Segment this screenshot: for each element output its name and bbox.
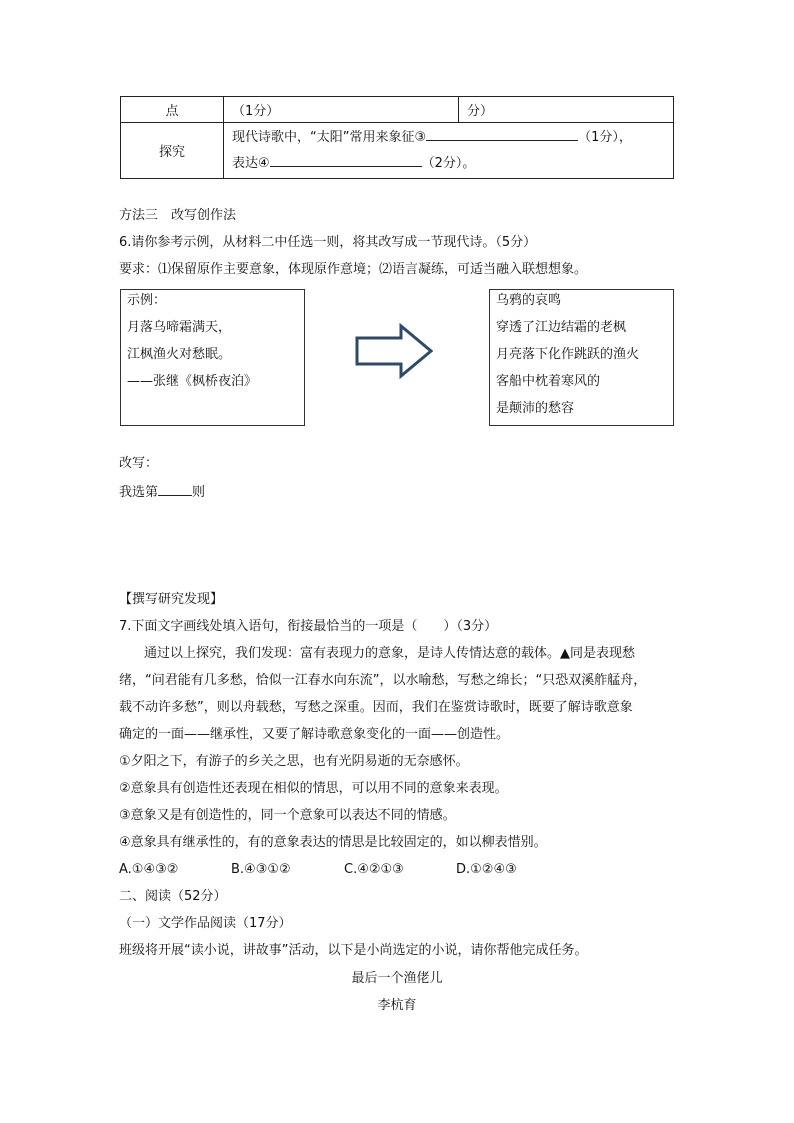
q7-paragraph-line: 通过以上探究，我们发现：富有表现力的意象，是诗人传情达意的载体。▲同是表现愁 xyxy=(144,646,635,661)
example-line: 江枫渔火对愁眠。 xyxy=(127,347,232,362)
story-title: 最后一个渔佬儿 xyxy=(351,971,443,986)
right-arrow-icon xyxy=(355,323,435,379)
choice-c[interactable]: C.④②①③ xyxy=(344,862,404,877)
table-cell-point-mid: （1分） xyxy=(224,97,459,123)
part2-heading: 二、阅读（52分） xyxy=(119,889,227,904)
table-cell-point-right: 分） xyxy=(459,97,674,123)
choice-number-blank[interactable] xyxy=(158,482,192,496)
table-cell-explore-content xyxy=(224,123,674,179)
poem-line: 客船中枕着寒风的 xyxy=(496,374,601,389)
poem-line: 月亮落下化作跳跃的渔火 xyxy=(496,347,640,362)
poem-line: 乌鸦的哀鸣 xyxy=(496,293,562,308)
method3-heading: 方法三 改写创作法 xyxy=(119,208,237,223)
choose-prefix: 我选第 xyxy=(119,485,159,500)
answer-blank-4[interactable] xyxy=(270,153,422,167)
explore-line2-prefix: 表达④ xyxy=(232,155,270,171)
intro-text: 班级将开展“读小说，讲故事”活动，以下是小尚选定的小说，请你帮他完成任务。 xyxy=(119,943,588,958)
explore-line1-prefix: 现代诗歌中，“太阳”常用来象征③ xyxy=(232,129,427,145)
rewrite-label: 改写： xyxy=(119,456,159,471)
q7-paragraph-line: 确定的一面——继承性，又要了解诗歌意象变化的一面——创造性。 xyxy=(119,727,510,742)
poem-line: 是颠沛的愁容 xyxy=(496,401,575,416)
example-line: 示例： xyxy=(127,293,167,308)
explore-line1-suffix: （1分）， xyxy=(578,129,632,145)
example-line: ——张继《枫桥夜泊》 xyxy=(127,374,258,389)
q6-requirements: 要求：⑴保留原作主要意象，体现原作意境；⑵语言凝练，可适当融入联想想象。 xyxy=(119,262,588,277)
q6-stem: 6.请你参考示例，从材料二中任选一则，将其改写成一节现代诗。（5分） xyxy=(119,235,537,250)
choice-b[interactable]: B.④③①② xyxy=(231,862,291,877)
choice-a[interactable]: A.①④③② xyxy=(119,862,179,877)
table-cell-point-label: 点 xyxy=(121,97,224,123)
q7-option: ③意象又是有创造性的，同一个意象可以表达不同的情感。 xyxy=(119,808,456,823)
findings-heading: 【撰写研究发现】 xyxy=(119,592,224,607)
poem-box xyxy=(489,289,674,426)
q7-option: ①夕阳之下，有游子的乡关之思，也有光阴易逝的无奈感怀。 xyxy=(119,754,469,769)
explore-line2-suffix: （2分）。 xyxy=(421,155,476,171)
answer-blank-3[interactable] xyxy=(426,127,578,141)
sub1-heading: （一）文学作品阅读（17分） xyxy=(119,916,292,931)
choose-line xyxy=(119,482,205,502)
q7-option: ④意象具有继承性的，有的意象表达的情思是比较固定的，如以柳表惜别。 xyxy=(119,835,547,850)
table-cell-explore-label: 探究 xyxy=(121,123,224,179)
example-box xyxy=(120,289,305,426)
choose-suffix: 则 xyxy=(192,485,206,500)
q7-option: ②意象具有创造性还表现在相似的情思，可以用不同的意象来表现。 xyxy=(119,781,508,796)
q7-stem: 7.下面文字画线处填入语句，衔接最恰当的一项是（ ）（3分） xyxy=(119,619,498,634)
q7-paragraph-line: 载不动许多愁”，则以舟载愁，写愁之深重。因而，我们在鉴赏诗歌时，既要了解诗歌意象 xyxy=(119,700,633,715)
choice-d[interactable]: D.①②④③ xyxy=(456,862,517,877)
exploration-table xyxy=(120,96,674,179)
story-author: 李杭育 xyxy=(377,998,417,1013)
poem-line: 穿透了江边结霜的老枫 xyxy=(496,320,627,335)
example-line: 月落乌啼霜满天， xyxy=(127,320,232,335)
q7-paragraph-line: 绪，“问君能有几多愁，恰似一江春水向东流”，以水喻愁，写愁之绵长；“只恐双溪舴艋舟， xyxy=(119,673,647,688)
